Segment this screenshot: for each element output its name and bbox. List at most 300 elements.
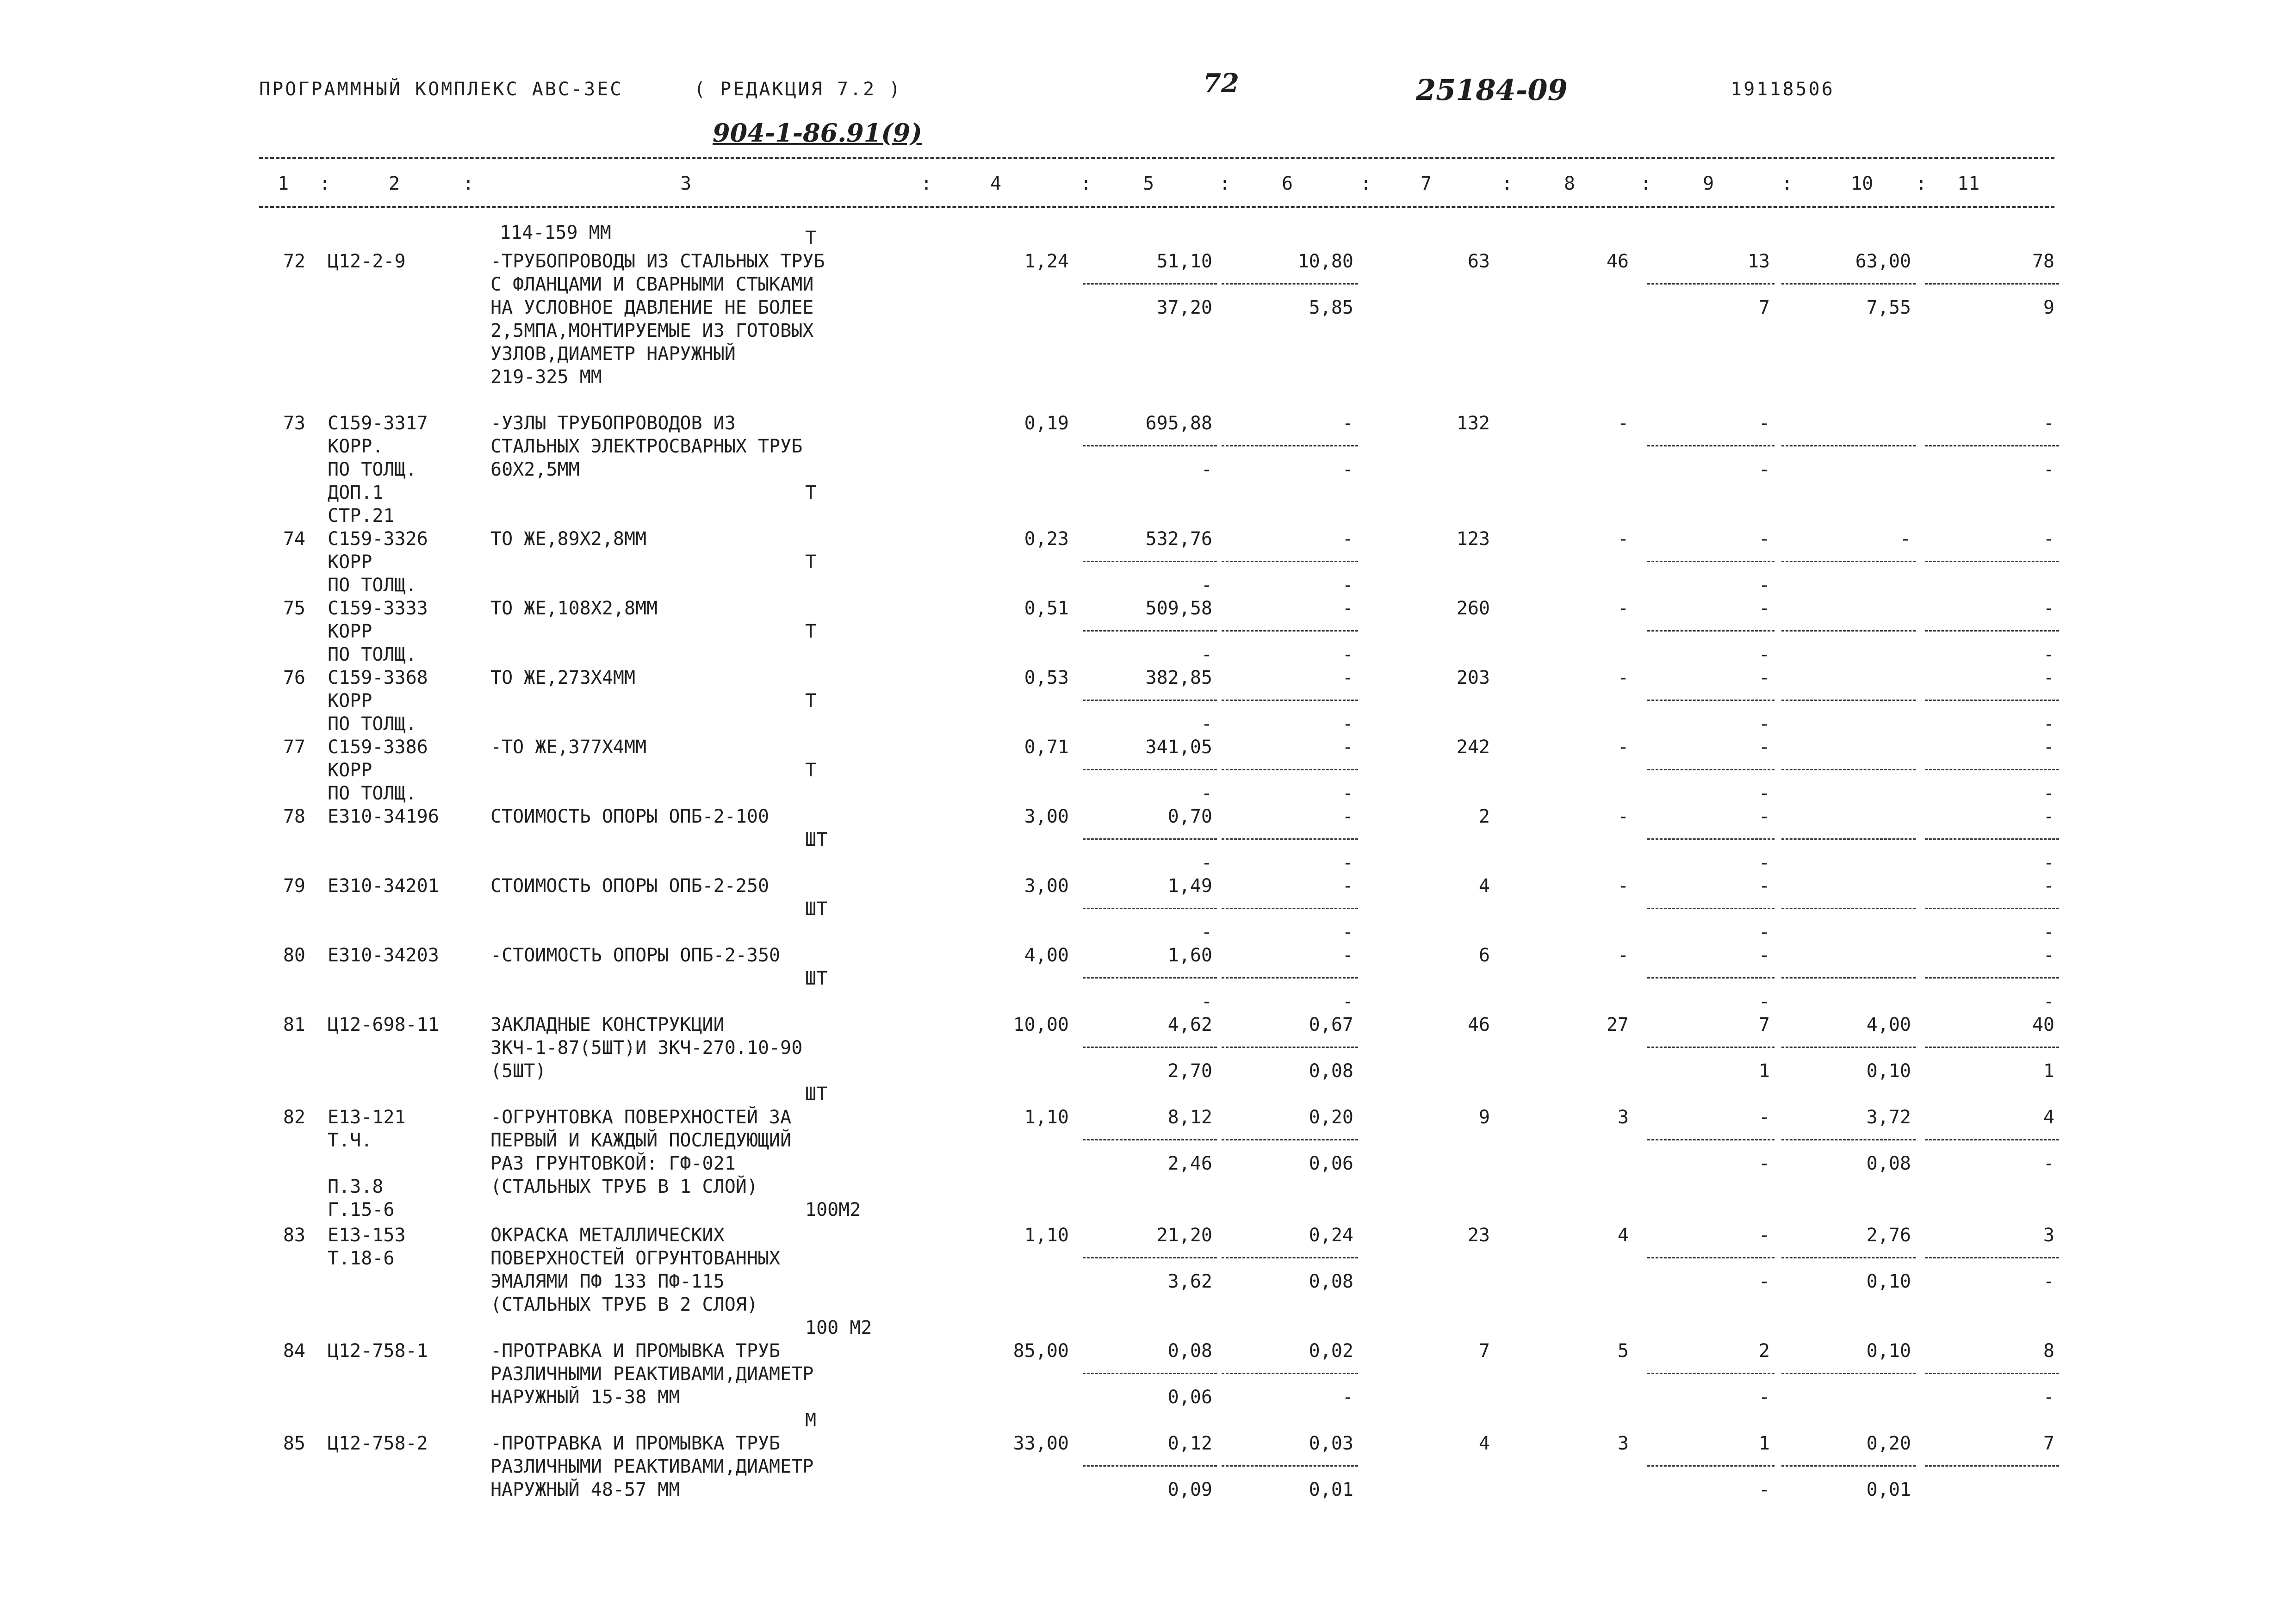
row-code-note: КОРР (328, 760, 372, 781)
cell-c9: 7 (1758, 1014, 1770, 1035)
cell-c11: - (2043, 413, 2054, 434)
cost-divider-5 (1083, 977, 1217, 979)
cell-c10: 63,00 (1855, 251, 1911, 272)
cell-c6b: - (1342, 783, 1353, 804)
cost-divider-9 (1647, 838, 1775, 840)
cell-c8: - (1617, 528, 1629, 550)
cell-c6b: - (1342, 575, 1353, 596)
cell-c11: 7 (2043, 1433, 2054, 1454)
cell-c11b: 1 (2043, 1060, 2054, 1082)
cost-divider-11 (1925, 700, 2059, 701)
cell-c6b: 0,08 (1309, 1060, 1353, 1082)
cost-divider-5 (1083, 1047, 1217, 1048)
cell-c10b: 7,55 (1866, 297, 1911, 318)
cell-c9b: - (1758, 1387, 1770, 1408)
cell-c11b: - (2043, 991, 2054, 1012)
cell-c6: - (1342, 413, 1353, 434)
cell-c10b: 0,10 (1866, 1271, 1911, 1292)
row-description: СТАЛЬНЫХ ЭЛЕКТРОСВАРНЫХ ТРУБ (490, 436, 803, 457)
cost-divider-11 (1925, 630, 2059, 632)
program-title: ПРОГРАММНЫЙ КОМПЛЕКС АВС-3ЕС (259, 79, 623, 100)
cell-c9: - (1758, 667, 1770, 688)
cost-divider-9 (1647, 769, 1775, 770)
cell-c9b: 1 (1758, 1060, 1770, 1082)
row-unit: 100 М2 (805, 1317, 872, 1338)
cell-c11b: - (2043, 1153, 2054, 1174)
row-code-note: ПО ТОЛЩ. (328, 575, 417, 596)
cell-c9: - (1758, 875, 1770, 897)
cell-c5: 1,49 (1167, 875, 1212, 897)
cell-c11: - (2043, 875, 2054, 897)
cell-c7: 203 (1456, 667, 1490, 688)
cost-divider-5 (1083, 1373, 1217, 1374)
cost-divider-5 (1083, 1465, 1217, 1467)
row-unit: Т (805, 228, 817, 249)
row-description: -ПРОТРАВКА И ПРОМЫВКА ТРУБ (490, 1433, 781, 1454)
row-unit: Т (805, 621, 817, 642)
cell-c6: 10,80 (1297, 251, 1353, 272)
cell-c4: 10,00 (1013, 1014, 1069, 1035)
row-unit: ШТ (805, 829, 828, 850)
cell-c6b: - (1342, 459, 1353, 480)
cell-c11: 40 (2032, 1014, 2054, 1035)
cell-c6b: 5,85 (1309, 297, 1353, 318)
cell-c6b: - (1342, 922, 1353, 943)
cell-c4: 1,10 (1024, 1225, 1069, 1246)
cell-c11: - (2043, 667, 2054, 688)
row-description: НА УСЛОВНОЕ ДАВЛЕНИЕ НЕ БОЛЕЕ (490, 297, 814, 318)
row-description: -ТРУБОПРОВОДЫ ИЗ СТАЛЬНЫХ ТРУБ (490, 251, 825, 272)
cell-c4: 0,23 (1024, 528, 1069, 550)
row-code: С159-3317 (328, 413, 428, 434)
column-separator: : (921, 173, 932, 194)
row-unit: М (805, 1410, 817, 1431)
column-header-5: 5 (1143, 173, 1154, 194)
cost-divider-6 (1222, 1373, 1358, 1374)
row-unit: ШТ (805, 968, 828, 989)
cell-c9: 13 (1747, 251, 1770, 272)
row-code-note: КОРР (328, 621, 372, 642)
row-description: ПЕРВЫЙ И КАЖДЫЙ ПОСЛЕДУЮЩИЙ (490, 1130, 792, 1151)
cell-c5: 4,62 (1167, 1014, 1212, 1035)
row-description: РАЗ ГРУНТОВКОЙ: ГФ-021 (490, 1153, 736, 1174)
cell-c8: - (1617, 945, 1629, 966)
cell-c6: - (1342, 598, 1353, 619)
cost-divider-9 (1647, 700, 1775, 701)
cell-c5: 1,60 (1167, 945, 1212, 966)
cell-c8: 3 (1617, 1433, 1629, 1454)
row-number: 83 (283, 1225, 305, 1246)
column-header-6: 6 (1282, 173, 1293, 194)
cell-c11b: - (2043, 644, 2054, 665)
cell-c11b: - (2043, 1387, 2054, 1408)
row-code-note: Т.18-6 (328, 1248, 395, 1269)
cost-divider-9 (1647, 977, 1775, 979)
cell-c7: 63 (1467, 251, 1490, 272)
doc-code: 25184-09 (1416, 73, 1568, 107)
cell-c9b: - (1758, 1271, 1770, 1292)
cost-divider-9 (1647, 445, 1775, 446)
cost-divider-5 (1083, 283, 1217, 285)
row-unit: Т (805, 551, 817, 573)
cell-c6: 0,67 (1309, 1014, 1353, 1035)
cell-c5b: - (1201, 991, 1212, 1012)
cell-c11: 8 (2043, 1340, 2054, 1362)
row-unit: 100М2 (805, 1199, 861, 1220)
column-header-7: 7 (1421, 173, 1432, 194)
cell-c7: 23 (1467, 1225, 1490, 1246)
doc-id: 19118506 (1731, 79, 1835, 100)
cell-c11: - (2043, 806, 2054, 827)
header-rule-bottom (259, 206, 2054, 208)
row-unit: Т (805, 760, 817, 781)
cell-c5b: - (1201, 713, 1212, 735)
cell-c5b: - (1201, 575, 1212, 596)
cost-divider-5 (1083, 1257, 1217, 1258)
cell-c5: 51,10 (1156, 251, 1212, 272)
cell-c7: 9 (1478, 1107, 1490, 1128)
cell-c5: 0,70 (1167, 806, 1212, 827)
row-description: ЗКЧ-1-87(5ШТ)И ЗКЧ-270.10-90 (490, 1037, 803, 1059)
row-code: Ц12-758-1 (328, 1340, 428, 1362)
edition-label: ( РЕДАКЦИЯ 7.2 ) (694, 79, 902, 100)
cell-c6: 0,02 (1309, 1340, 1353, 1362)
cost-divider-6 (1222, 838, 1358, 840)
row-number: 76 (283, 667, 305, 688)
cost-divider-9 (1647, 1257, 1775, 1258)
row-description: ТО ЖЕ,89Х2,8ММ (490, 528, 647, 550)
cell-c5: 509,58 (1145, 598, 1212, 619)
cell-c10: 0,20 (1866, 1433, 1911, 1454)
cell-c9b: - (1758, 713, 1770, 735)
cell-c6: - (1342, 667, 1353, 688)
row-description: 219-325 ММ (490, 366, 602, 388)
cell-c11: - (2043, 945, 2054, 966)
cell-c5: 0,08 (1167, 1340, 1212, 1362)
row-description: 2,5МПА,МОНТИРУЕМЫЕ ИЗ ГОТОВЫХ (490, 320, 814, 341)
cell-c5: 341,05 (1145, 737, 1212, 758)
cell-c4: 0,71 (1024, 737, 1069, 758)
cost-divider-6 (1222, 283, 1358, 285)
row-code-note: СТР.21 (328, 505, 395, 527)
row-code: С159-3368 (328, 667, 428, 688)
cell-c10b: 0,08 (1866, 1153, 1911, 1174)
cost-divider-6 (1222, 630, 1358, 632)
row-unit: Т (805, 482, 817, 503)
column-header-1: 1 (278, 173, 289, 194)
cell-c5: 695,88 (1145, 413, 1212, 434)
cell-c11: 3 (2043, 1225, 2054, 1246)
row-description: (5ШТ) (490, 1060, 546, 1082)
column-separator: : (1080, 173, 1092, 194)
row-description: ЭМАЛЯМИ ПФ 133 ПФ-115 (490, 1271, 725, 1292)
cell-c6: 0,24 (1309, 1225, 1353, 1246)
cell-c6b: - (1342, 1387, 1353, 1408)
cell-c10: 4,00 (1866, 1014, 1911, 1035)
cost-divider-5 (1083, 908, 1217, 909)
cell-c4: 3,00 (1024, 875, 1069, 897)
cost-divider-11 (1925, 908, 2059, 909)
cost-divider-6 (1222, 561, 1358, 562)
cost-divider-9 (1647, 908, 1775, 909)
row-description: -СТОИМОСТЬ ОПОРЫ ОПБ-2-350 (490, 945, 781, 966)
cell-c5b: - (1201, 922, 1212, 943)
cell-c9b: - (1758, 922, 1770, 943)
cost-divider-11 (1925, 1047, 2059, 1048)
cost-divider-11 (1925, 283, 2059, 285)
cell-c7: 4 (1478, 875, 1490, 897)
cell-c6b: - (1342, 991, 1353, 1012)
cell-c5b: - (1201, 852, 1212, 873)
row-code: С159-3386 (328, 737, 428, 758)
cell-c7: 260 (1456, 598, 1490, 619)
cell-c6b: - (1342, 713, 1353, 735)
row-code: С159-3333 (328, 598, 428, 619)
cost-divider-9 (1647, 1373, 1775, 1374)
cost-divider-9 (1647, 630, 1775, 632)
cell-c9b: 7 (1758, 297, 1770, 318)
cell-c7: 4 (1478, 1433, 1490, 1454)
cell-c9: - (1758, 528, 1770, 550)
page-number: 72 (1203, 68, 1239, 99)
project-code: 904-1-86.91(9) (713, 118, 922, 148)
cell-c4: 4,00 (1024, 945, 1069, 966)
cell-c11b: - (2043, 1271, 2054, 1292)
cell-c9: - (1758, 945, 1770, 966)
cell-c5b: - (1201, 459, 1212, 480)
cell-c8: 27 (1606, 1014, 1629, 1035)
row-description: НАРУЖНЫЙ 48-57 ММ (490, 1479, 680, 1500)
row-code-note: КОРР (328, 551, 372, 573)
cost-divider-11 (1925, 1139, 2059, 1140)
cell-c6b: - (1342, 644, 1353, 665)
row-description: (СТАЛЬНЫХ ТРУБ В 2 СЛОЯ) (490, 1294, 758, 1315)
cell-c5b: - (1201, 783, 1212, 804)
row-description: ПОВЕРХНОСТЕЙ ОГРУНТОВАННЫХ (490, 1248, 781, 1269)
row-description: (СТАЛЬНЫХ ТРУБ В 1 СЛОЙ) (490, 1176, 758, 1197)
cell-c4: 1,10 (1024, 1107, 1069, 1128)
cost-divider-10 (1781, 1047, 1916, 1048)
row-code: Ц12-758-2 (328, 1433, 428, 1454)
cost-divider-5 (1083, 561, 1217, 562)
row-description: СТОИМОСТЬ ОПОРЫ ОПБ-2-100 (490, 806, 769, 827)
cell-c11: 78 (2032, 251, 2054, 272)
row-code: Ц12-698-11 (328, 1014, 439, 1035)
cost-divider-11 (1925, 769, 2059, 770)
row-description: 60Х2,5ММ (490, 459, 580, 480)
cell-c8: - (1617, 413, 1629, 434)
cell-c8: - (1617, 598, 1629, 619)
cell-c11: - (2043, 528, 2054, 550)
cell-c5b: 2,70 (1167, 1060, 1212, 1082)
row-description: УЗЛОВ,ДИАМЕТР НАРУЖНЫЙ (490, 343, 736, 365)
cell-c4: 3,00 (1024, 806, 1069, 827)
cost-divider-11 (1925, 1257, 2059, 1258)
cost-divider-6 (1222, 1257, 1358, 1258)
column-separator: : (1360, 173, 1372, 194)
cell-c10: 3,72 (1866, 1107, 1911, 1128)
cost-divider-10 (1781, 1373, 1916, 1374)
cost-divider-10 (1781, 1465, 1916, 1467)
cost-divider-5 (1083, 630, 1217, 632)
row-description: ОКРАСКА МЕТАЛЛИЧЕСКИХ (490, 1225, 725, 1246)
column-separator: : (1219, 173, 1231, 194)
cost-divider-11 (1925, 561, 2059, 562)
row-description: -ПРОТРАВКА И ПРОМЫВКА ТРУБ (490, 1340, 781, 1362)
cell-c5b: 2,46 (1167, 1153, 1212, 1174)
cost-divider-9 (1647, 1047, 1775, 1048)
cell-c6: - (1342, 806, 1353, 827)
cost-divider-10 (1781, 908, 1916, 909)
cell-c6: - (1342, 528, 1353, 550)
cell-c9b: - (1758, 991, 1770, 1012)
cell-c6b: 0,08 (1309, 1271, 1353, 1292)
cell-c10: 2,76 (1866, 1225, 1911, 1246)
cell-c11: - (2043, 598, 2054, 619)
cell-c11b: - (2043, 852, 2054, 873)
cell-c9b: - (1758, 1479, 1770, 1500)
cost-divider-10 (1781, 769, 1916, 770)
column-header-4: 4 (990, 173, 1002, 194)
cell-c8: 3 (1617, 1107, 1629, 1128)
cost-divider-10 (1781, 1139, 1916, 1140)
cost-divider-6 (1222, 769, 1358, 770)
cost-divider-6 (1222, 1047, 1358, 1048)
row-code-note: ПО ТОЛЩ. (328, 644, 417, 665)
cell-c10b: 0,10 (1866, 1060, 1911, 1082)
row-description: -ОГРУНТОВКА ПОВЕРХНОСТЕЙ ЗА (490, 1107, 792, 1128)
row-description: ТО ЖЕ,273Х4ММ (490, 667, 636, 688)
row-description: НАРУЖНЫЙ 15-38 ММ (490, 1387, 680, 1408)
row-code: Е310-34203 (328, 945, 439, 966)
cost-divider-11 (1925, 977, 2059, 979)
cell-c7: 6 (1478, 945, 1490, 966)
cell-c9: - (1758, 413, 1770, 434)
row-number: 84 (283, 1340, 305, 1362)
cell-c9: - (1758, 806, 1770, 827)
cell-c5: 382,85 (1145, 667, 1212, 688)
cell-c10: - (1899, 528, 1911, 550)
cost-divider-10 (1781, 838, 1916, 840)
cost-divider-11 (1925, 1373, 2059, 1374)
row-description: -ТО ЖЕ,377Х4ММ (490, 737, 647, 758)
cell-c9: - (1758, 737, 1770, 758)
row-number: 72 (283, 251, 305, 272)
row-number: 73 (283, 413, 305, 434)
cost-divider-5 (1083, 445, 1217, 446)
cell-c7: 242 (1456, 737, 1490, 758)
row-code: Е13-153 (328, 1225, 406, 1246)
cell-c9: 1 (1758, 1433, 1770, 1454)
cell-c8: 46 (1606, 251, 1629, 272)
column-header-10: 10 (1851, 173, 1874, 194)
continuation-text: 114-159 ММ (500, 222, 611, 243)
row-number: 78 (283, 806, 305, 827)
column-header-3: 3 (680, 173, 692, 194)
row-number: 79 (283, 875, 305, 897)
cost-divider-5 (1083, 838, 1217, 840)
cell-c5b: 3,62 (1167, 1271, 1212, 1292)
column-separator: : (1916, 173, 1927, 194)
row-number: 74 (283, 528, 305, 550)
cost-divider-9 (1647, 1465, 1775, 1467)
column-separator: : (1502, 173, 1513, 194)
cost-divider-6 (1222, 977, 1358, 979)
cost-divider-9 (1647, 1139, 1775, 1140)
row-number: 75 (283, 598, 305, 619)
cost-divider-6 (1222, 908, 1358, 909)
cost-divider-5 (1083, 1139, 1217, 1140)
row-description: ТО ЖЕ,108Х2,8ММ (490, 598, 658, 619)
cell-c9b: - (1758, 852, 1770, 873)
cell-c4: 33,00 (1013, 1433, 1069, 1454)
cell-c10: 0,10 (1866, 1340, 1911, 1362)
column-header-9: 9 (1703, 173, 1714, 194)
cell-c6: - (1342, 945, 1353, 966)
cell-c8: - (1617, 806, 1629, 827)
cost-divider-11 (1925, 1465, 2059, 1467)
cell-c4: 0,53 (1024, 667, 1069, 688)
column-separator: : (1781, 173, 1793, 194)
row-code-note: ДОП.1 (328, 482, 384, 503)
cell-c5b: 0,06 (1167, 1387, 1212, 1408)
cost-divider-10 (1781, 630, 1916, 632)
row-number: 82 (283, 1107, 305, 1128)
column-header-11: 11 (1957, 173, 1980, 194)
cell-c7: 2 (1478, 806, 1490, 827)
cell-c4: 1,24 (1024, 251, 1069, 272)
cell-c4: 85,00 (1013, 1340, 1069, 1362)
row-unit: ШТ (805, 1084, 828, 1105)
cell-c5: 21,20 (1156, 1225, 1212, 1246)
row-number: 77 (283, 737, 305, 758)
cell-c5: 8,12 (1167, 1107, 1212, 1128)
cost-divider-11 (1925, 838, 2059, 840)
cell-c11: 4 (2043, 1107, 2054, 1128)
cell-c6: 0,03 (1309, 1433, 1353, 1454)
cost-divider-10 (1781, 1257, 1916, 1258)
cost-divider-6 (1222, 1465, 1358, 1467)
row-code-note: П.3.8 (328, 1176, 384, 1197)
cell-c5b: - (1201, 644, 1212, 665)
cell-c5b: 0,09 (1167, 1479, 1212, 1500)
cell-c11b: - (2043, 459, 2054, 480)
cell-c9b: - (1758, 459, 1770, 480)
cell-c6: - (1342, 875, 1353, 897)
cell-c8: 4 (1617, 1225, 1629, 1246)
cost-divider-5 (1083, 769, 1217, 770)
cell-c5: 0,12 (1167, 1433, 1212, 1454)
cell-c8: - (1617, 667, 1629, 688)
row-code: Ц12-2-9 (328, 251, 406, 272)
cell-c5: 532,76 (1145, 528, 1212, 550)
cell-c6: - (1342, 737, 1353, 758)
cost-divider-9 (1647, 283, 1775, 285)
row-description: ЗАКЛАДНЫЕ КОНСТРУКЦИИ (490, 1014, 725, 1035)
cell-c9b: - (1758, 1153, 1770, 1174)
row-code-note: КОРР (328, 690, 372, 712)
cost-divider-10 (1781, 283, 1916, 285)
row-number: 80 (283, 945, 305, 966)
cell-c11b: - (2043, 783, 2054, 804)
cell-c7: 123 (1456, 528, 1490, 550)
row-description: С ФЛАНЦАМИ И СВАРНЫМИ СТЫКАМИ (490, 274, 814, 295)
cell-c9b: - (1758, 783, 1770, 804)
cost-divider-6 (1222, 445, 1358, 446)
cell-c6: 0,20 (1309, 1107, 1353, 1128)
cell-c7: 132 (1456, 413, 1490, 434)
cell-c11b: 9 (2043, 297, 2054, 318)
